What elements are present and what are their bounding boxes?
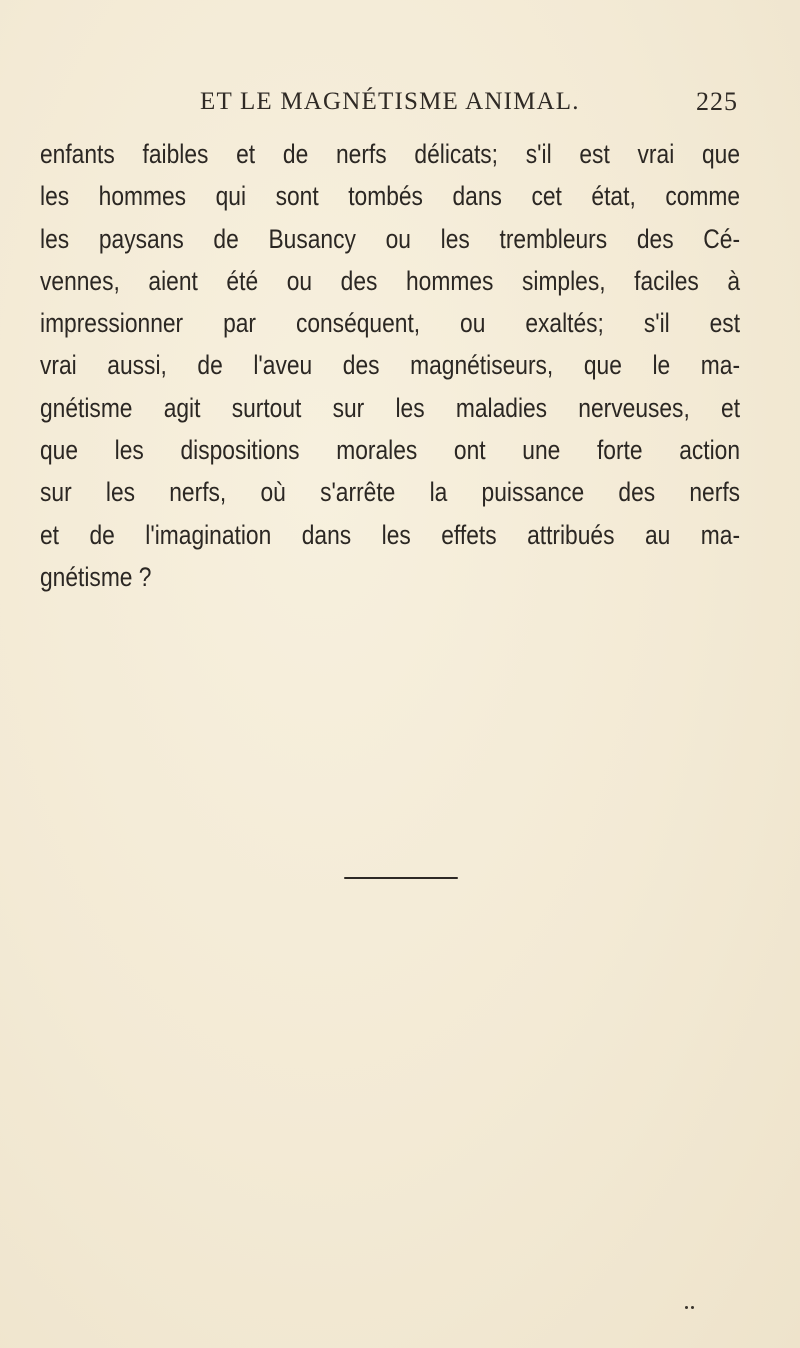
text-line-last: gnétisme ?: [40, 561, 152, 592]
text-line: vennes, aient été ou des hommes simples, faciles à: [40, 265, 741, 296]
text-line: impressionner par conséquent, ou exaltés; s'il est: [40, 308, 741, 339]
ink-speck: [683, 1305, 697, 1311]
page-number: 225: [696, 87, 738, 116]
text-line: et de l'imagination dans les effets attribués au ma-: [40, 519, 741, 550]
body-paragraph: [40, 133, 740, 598]
text-line: vrai aussi, de l'aveu des magnétiseurs, que le ma-: [40, 350, 741, 381]
text-line: les paysans de Busancy ou les trembleurs des Cé-: [40, 223, 741, 254]
running-title: ET LE MAGNÉTISME ANIMAL.: [200, 88, 580, 115]
text-line: que les dispositions morales ont une forte action: [40, 435, 741, 466]
text-line: sur les nerfs, où s'arrête la puissance des nerfs: [40, 477, 741, 508]
text-line: les hommes qui sont tombés dans cet état, comme: [40, 181, 741, 212]
running-head: [40, 82, 740, 122]
section-divider-rule: [344, 877, 458, 879]
text-line: gnétisme agit surtout sur les maladies nerveuses, et: [40, 392, 741, 423]
text-line: enfants faibles et de nerfs délicats; s'il est vrai que: [40, 139, 741, 169]
